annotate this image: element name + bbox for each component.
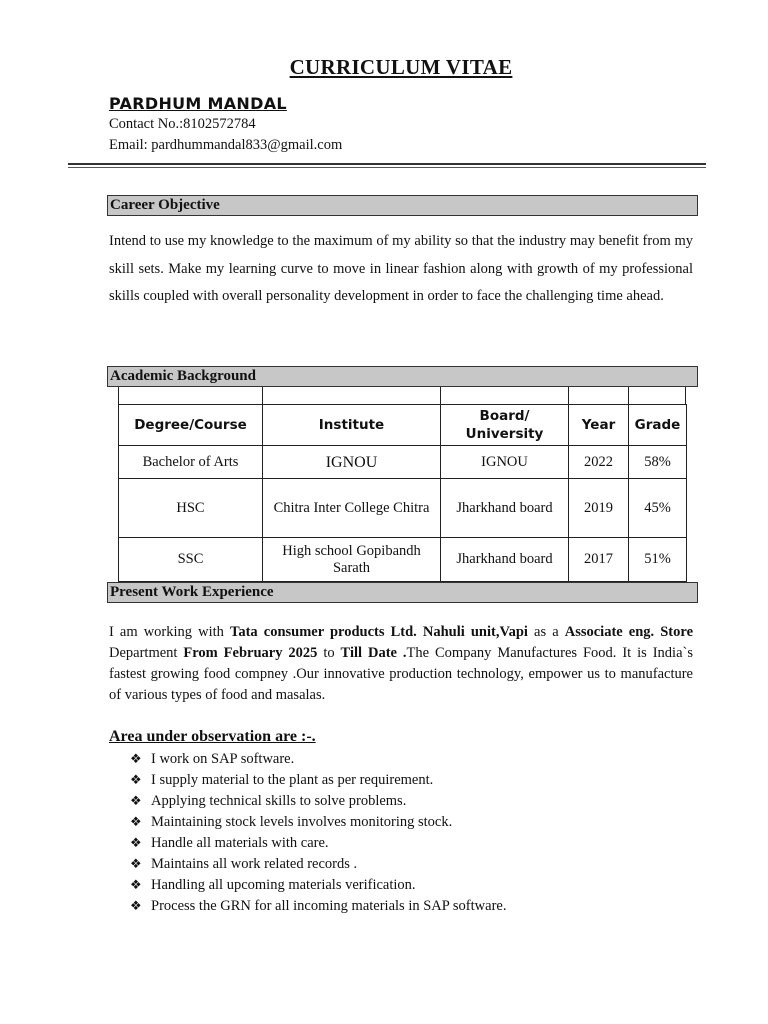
observation-heading: Area under observation are :-. — [109, 728, 316, 745]
career-objective-text: Intend to use my knowledge to the maximum of my ability so that the industry may benefit from my skill sets. Make my learning curve to move in linear fashion along with growth of my professional skills coupled with overall personality development in order to face the challenging time ahead. — [109, 233, 693, 304]
company-name: Tata consumer products Ltd. Nahuli unit,Vapi — [230, 624, 528, 640]
document-title: CURRICULUM VITAE — [289, 55, 513, 79]
exp-text: as a — [527, 624, 565, 640]
cell-institute: IGNOU — [263, 446, 441, 479]
section-work-experience: Present Work Experience — [107, 582, 698, 603]
diamond-bullet-icon: ❖ — [130, 899, 142, 914]
start-date: From February 2025 — [183, 645, 318, 661]
cell-grade: 58% — [629, 446, 687, 479]
cell-year: 2017 — [569, 538, 629, 582]
table-top-grid — [118, 387, 685, 404]
cell-grade: 45% — [629, 479, 687, 538]
diamond-bullet-icon: ❖ — [130, 815, 142, 830]
list-item — [130, 854, 506, 875]
list-item-text: Applying technical skills to solve problems. — [151, 793, 407, 809]
header-grade: Grade — [629, 405, 687, 446]
header-divider-thick — [68, 163, 706, 165]
cell-degree: SSC — [119, 538, 263, 582]
diamond-bullet-icon: ❖ — [130, 794, 142, 809]
list-item-text: I supply material to the plant as per requirement. — [151, 772, 434, 788]
list-item-text: I work on SAP software. — [151, 751, 295, 767]
list-item-text: Process the GRN for all incoming materials in SAP software. — [151, 898, 507, 914]
exp-text: I am working with — [109, 624, 230, 640]
exp-text: Department — [109, 645, 184, 661]
header-degree: Degree/Course — [119, 405, 263, 446]
diamond-bullet-icon: ❖ — [130, 836, 142, 851]
section-career-objective: Career Objective — [107, 195, 698, 216]
list-item — [130, 749, 506, 770]
observation-list — [130, 749, 506, 917]
candidate-name: PARDHUM MANDAL — [109, 94, 287, 113]
header-institute: Institute — [263, 405, 441, 446]
diamond-bullet-icon: ❖ — [130, 878, 142, 893]
job-role: Associate eng. Store — [564, 624, 693, 640]
cell-board: Jharkhand board — [441, 538, 569, 582]
end-date: Till Date . — [340, 645, 407, 661]
contact-number: Contact No.:8102572784 — [109, 116, 256, 132]
list-item — [130, 896, 506, 917]
header-board: Board/ University — [441, 405, 569, 446]
list-item — [130, 875, 506, 896]
diamond-bullet-icon: ❖ — [130, 773, 142, 788]
cell-institute: High school Gopibandh Sarath — [263, 538, 441, 582]
cell-institute: Chitra Inter College Chitra — [263, 479, 441, 538]
table-row — [119, 446, 687, 479]
header-divider-thin — [68, 167, 706, 168]
exp-text: to — [317, 645, 341, 661]
list-item-text: Handling all upcoming materials verification. — [151, 877, 416, 893]
table-row — [119, 538, 687, 582]
list-item-text: Maintaining stock levels involves monitoring stock. — [151, 814, 453, 830]
cell-grade: 51% — [629, 538, 687, 582]
list-item — [130, 833, 506, 854]
cell-board: Jharkhand board — [441, 479, 569, 538]
table-row — [119, 479, 687, 538]
list-item — [130, 791, 506, 812]
section-academic-background: Academic Background — [107, 366, 698, 387]
cell-year: 2019 — [569, 479, 629, 538]
list-item-text: Handle all materials with care. — [151, 835, 329, 851]
work-experience-text — [109, 622, 693, 706]
list-item — [130, 812, 506, 833]
email-address: Email: pardhummandal833@gmail.com — [109, 137, 343, 153]
cell-degree: HSC — [119, 479, 263, 538]
cell-year: 2022 — [569, 446, 629, 479]
exp-text: The Company Manufactures Food. It is India`s fastest growing food compney .Our innovative production technology, empower us to manufacture of various types of food and masalas. — [109, 645, 693, 703]
diamond-bullet-icon: ❖ — [130, 857, 142, 872]
cell-degree: Bachelor of Arts — [119, 446, 263, 479]
cell-board: IGNOU — [441, 446, 569, 479]
list-item — [130, 770, 506, 791]
diamond-bullet-icon: ❖ — [130, 752, 142, 767]
academic-table — [118, 404, 687, 582]
table-header-row — [119, 405, 687, 446]
header-year: Year — [569, 405, 629, 446]
list-item-text: Maintains all work related records . — [151, 856, 358, 872]
